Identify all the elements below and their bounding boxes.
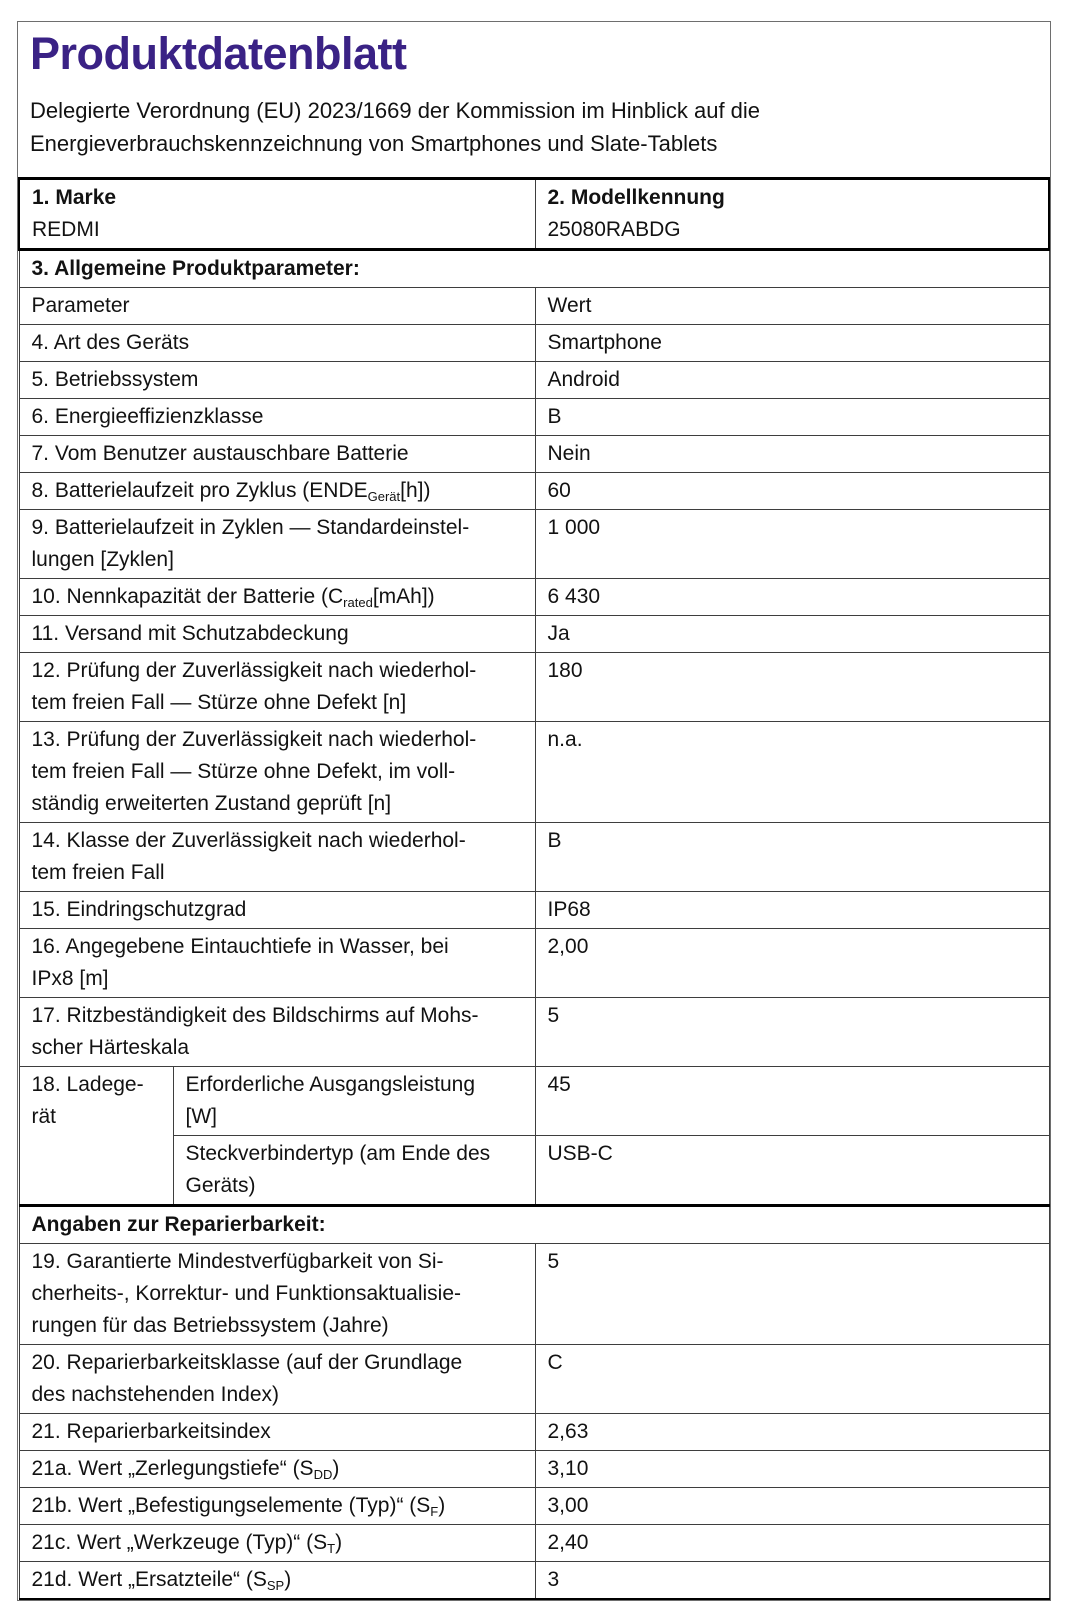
model-label: 2. Modellkennung (547, 186, 725, 209)
batterielaufzeit-in-zyklen-value: 1 000 (535, 510, 1049, 579)
subscript: DD (313, 1467, 333, 1482)
subscript: T (327, 1541, 336, 1556)
wert-zerlegungstiefe-row (19, 1451, 1049, 1488)
falltest-stuerze-label: 12. Prüfung der Zuverlässigkeit nach wiederhol- tem freien Fall — Stürze ohne Defekt [n] (19, 653, 535, 722)
art-des-geraets-label: 4. Art des Geräts (19, 325, 535, 362)
subtitle (30, 94, 1038, 160)
steckverbindertyp-value: USB-C (535, 1136, 1049, 1206)
wert-befestigungselemente-row (19, 1488, 1049, 1525)
batterielaufzeit-pro-zyklus-label: 8. Batterielaufzeit pro Zyklus $(ENDE_{Gerät}[h])$ (19, 473, 535, 510)
art-des-geraets-value: Smartphone (535, 325, 1049, 362)
datasheet-table-body (19, 179, 1049, 1600)
wert-ersatzteile-row (19, 1562, 1049, 1600)
reparierbarkeitsindex-row (19, 1414, 1049, 1451)
wert-werkzeuge-row (19, 1525, 1049, 1562)
update-mindestverfuegbarkeit-value: 5 (535, 1244, 1049, 1345)
subscript: Gerät (367, 489, 401, 504)
wert-werkzeuge-label: 21c. Wert „Werkzeuge (Typ)“ $(S_T)$ (19, 1525, 535, 1562)
eindringschutzgrad-value: IP68 (535, 892, 1049, 929)
batterielaufzeit-in-zyklen-label: 9. Batterielaufzeit in Zyklen — Standardeinstel- lungen [Zyklen] (19, 510, 535, 579)
klasse-zuverlaessigkeit-value: B (535, 823, 1049, 892)
versand-schutzabdeckung-value: Ja (535, 616, 1049, 653)
art-des-geraets-row (19, 325, 1049, 362)
energieeffizienzklasse-row (19, 399, 1049, 436)
steckverbindertyp-label: Steckverbindertyp (am Ende des Geräts) (173, 1136, 535, 1206)
reparierbarkeitsklasse-value: C (535, 1345, 1049, 1414)
wert-werkzeuge-value: 2,40 (535, 1525, 1049, 1562)
falltest-stuerze-value: 180 (535, 653, 1049, 722)
section-allgemeine-produktparameter: 3. Allgemeine Produktparameter: (19, 250, 1049, 288)
brand-value: REDMI (32, 218, 100, 241)
betriebssystem-value: Android (535, 362, 1049, 399)
falltest-erweitert-value: n.a. (535, 722, 1049, 823)
eindringschutzgrad-row (19, 892, 1049, 929)
falltest-erweitert-row (19, 722, 1049, 823)
brand-label: 1. Marke (32, 186, 117, 209)
wert-befestigungselemente-label: 21b. Wert „Befestigungselemente (Typ)“ $(S_F)$ (19, 1488, 535, 1525)
page-title: Produktdatenblatt (30, 28, 407, 79)
wert-zerlegungstiefe-value: 3,10 (535, 1451, 1049, 1488)
nennkapazitaet-batterie-value: 6 430 (535, 579, 1049, 616)
ladegeraet-row (19, 1067, 1049, 1136)
falltest-stuerze-row (19, 653, 1049, 722)
eindringschutzgrad-label: 15. Eindringschutzgrad (19, 892, 535, 929)
reparierbarkeitsklasse-label: 20. Reparierbarkeitsklasse (auf der Grundlage des nachstehenden Index) (19, 1345, 535, 1414)
ritzbestaendigkeit-value: 5 (535, 998, 1049, 1067)
batterielaufzeit-pro-zyklus-row (19, 473, 1049, 510)
versand-schutzabdeckung-label: 11. Versand mit Schutzabdeckung (19, 616, 535, 653)
product-datasheet-page (17, 21, 1051, 1601)
ausgangsleistung-value: 45 (535, 1067, 1049, 1136)
wert-ersatzteile-value: 3 (535, 1562, 1049, 1600)
wert-zerlegungstiefe-label: 21a. Wert „Zerlegungstiefe“ $(S_{DD})$ (19, 1451, 535, 1488)
update-mindestverfuegbarkeit-row (19, 1244, 1049, 1345)
klasse-zuverlaessigkeit-row (19, 823, 1049, 892)
eintauchtiefe-label: 16. Angegebene Eintauchtiefe in Wasser, bei IPx8 [m] (19, 929, 535, 998)
section-allgemeine-produktparameter-row (19, 250, 1049, 288)
falltest-erweitert-label: 13. Prüfung der Zuverlässigkeit nach wiederhol- tem freien Fall — Stürze ohne Defekt, im voll- ständig erweiterten Zustand geprüft [n] (19, 722, 535, 823)
reparierbarkeitsklasse-row (19, 1345, 1049, 1414)
ausgangsleistung-label: Erforderliche Ausgangsleistung [W] (173, 1067, 535, 1136)
betriebssystem-label: 5. Betriebssystem (19, 362, 535, 399)
subtitle-line-1: Delegierte Verordnung (EU) 2023/1669 der Kommission im Hinblick auf die (30, 98, 761, 123)
reparierbarkeitsindex-label: 21. Reparierbarkeitsindex (19, 1414, 535, 1451)
nennkapazitaet-batterie-label: 10. Nennkapazität der Batterie $(C_{rated}[mAh])$ (19, 579, 535, 616)
subscript: F (430, 1504, 439, 1519)
title-block (18, 22, 1050, 160)
austauschbare-batterie-label: 7. Vom Benutzer austauschbare Batterie (19, 436, 535, 473)
section-angaben-reparierbarkeit-row (19, 1206, 1049, 1244)
eintauchtiefe-row (19, 929, 1049, 998)
subscript: SP (266, 1578, 285, 1593)
reparierbarkeitsindex-value: 2,63 (535, 1414, 1049, 1451)
subtitle-line-2: Energieverbrauchskennzeichnung von Smartphones und Slate-Tablets (30, 131, 718, 156)
brand-cell (19, 179, 535, 250)
ritzbestaendigkeit-row (19, 998, 1049, 1067)
energieeffizienzklasse-value: B (535, 399, 1049, 436)
ladegeraet-label: 18. Ladege- rät (19, 1067, 173, 1206)
eintauchtiefe-value: 2,00 (535, 929, 1049, 998)
brand-model-row (19, 179, 1049, 250)
batterielaufzeit-in-zyklen-row (19, 510, 1049, 579)
ritzbestaendigkeit-label: 17. Ritzbeständigkeit des Bildschirms auf Mohs- scher Härteskala (19, 998, 535, 1067)
versand-schutzabdeckung-row (19, 616, 1049, 653)
betriebssystem-row (19, 362, 1049, 399)
klasse-zuverlaessigkeit-label: 14. Klasse der Zuverlässigkeit nach wiederhol- tem freien Fall (19, 823, 535, 892)
wert-befestigungselemente-value: 3,00 (535, 1488, 1049, 1525)
nennkapazitaet-batterie-row (19, 579, 1049, 616)
datasheet-table (18, 177, 1050, 1600)
column-header-label: Parameter (19, 288, 535, 325)
wert-ersatzteile-label: 21d. Wert „Ersatzteile“ $(S_{SP})$ (19, 1562, 535, 1600)
steckverbindertyp-row (19, 1136, 1049, 1206)
column-header-value: Wert (535, 288, 1049, 325)
column-header-row (19, 288, 1049, 325)
model-cell (535, 179, 1049, 250)
model-value: 25080RABDG (547, 218, 681, 241)
subscript: rated (343, 595, 373, 610)
batterielaufzeit-pro-zyklus-value: 60 (535, 473, 1049, 510)
austauschbare-batterie-row (19, 436, 1049, 473)
update-mindestverfuegbarkeit-label: 19. Garantierte Mindestverfügbarkeit von Si- cherheits-, Korrektur- und Funktionsaktualisie- rungen für das Betriebssystem (Jahre) (19, 1244, 535, 1345)
energieeffizienzklasse-label: 6. Energieeffizienzklasse (19, 399, 535, 436)
austauschbare-batterie-value: Nein (535, 436, 1049, 473)
section-angaben-reparierbarkeit: Angaben zur Reparierbarkeit: (19, 1206, 1049, 1244)
